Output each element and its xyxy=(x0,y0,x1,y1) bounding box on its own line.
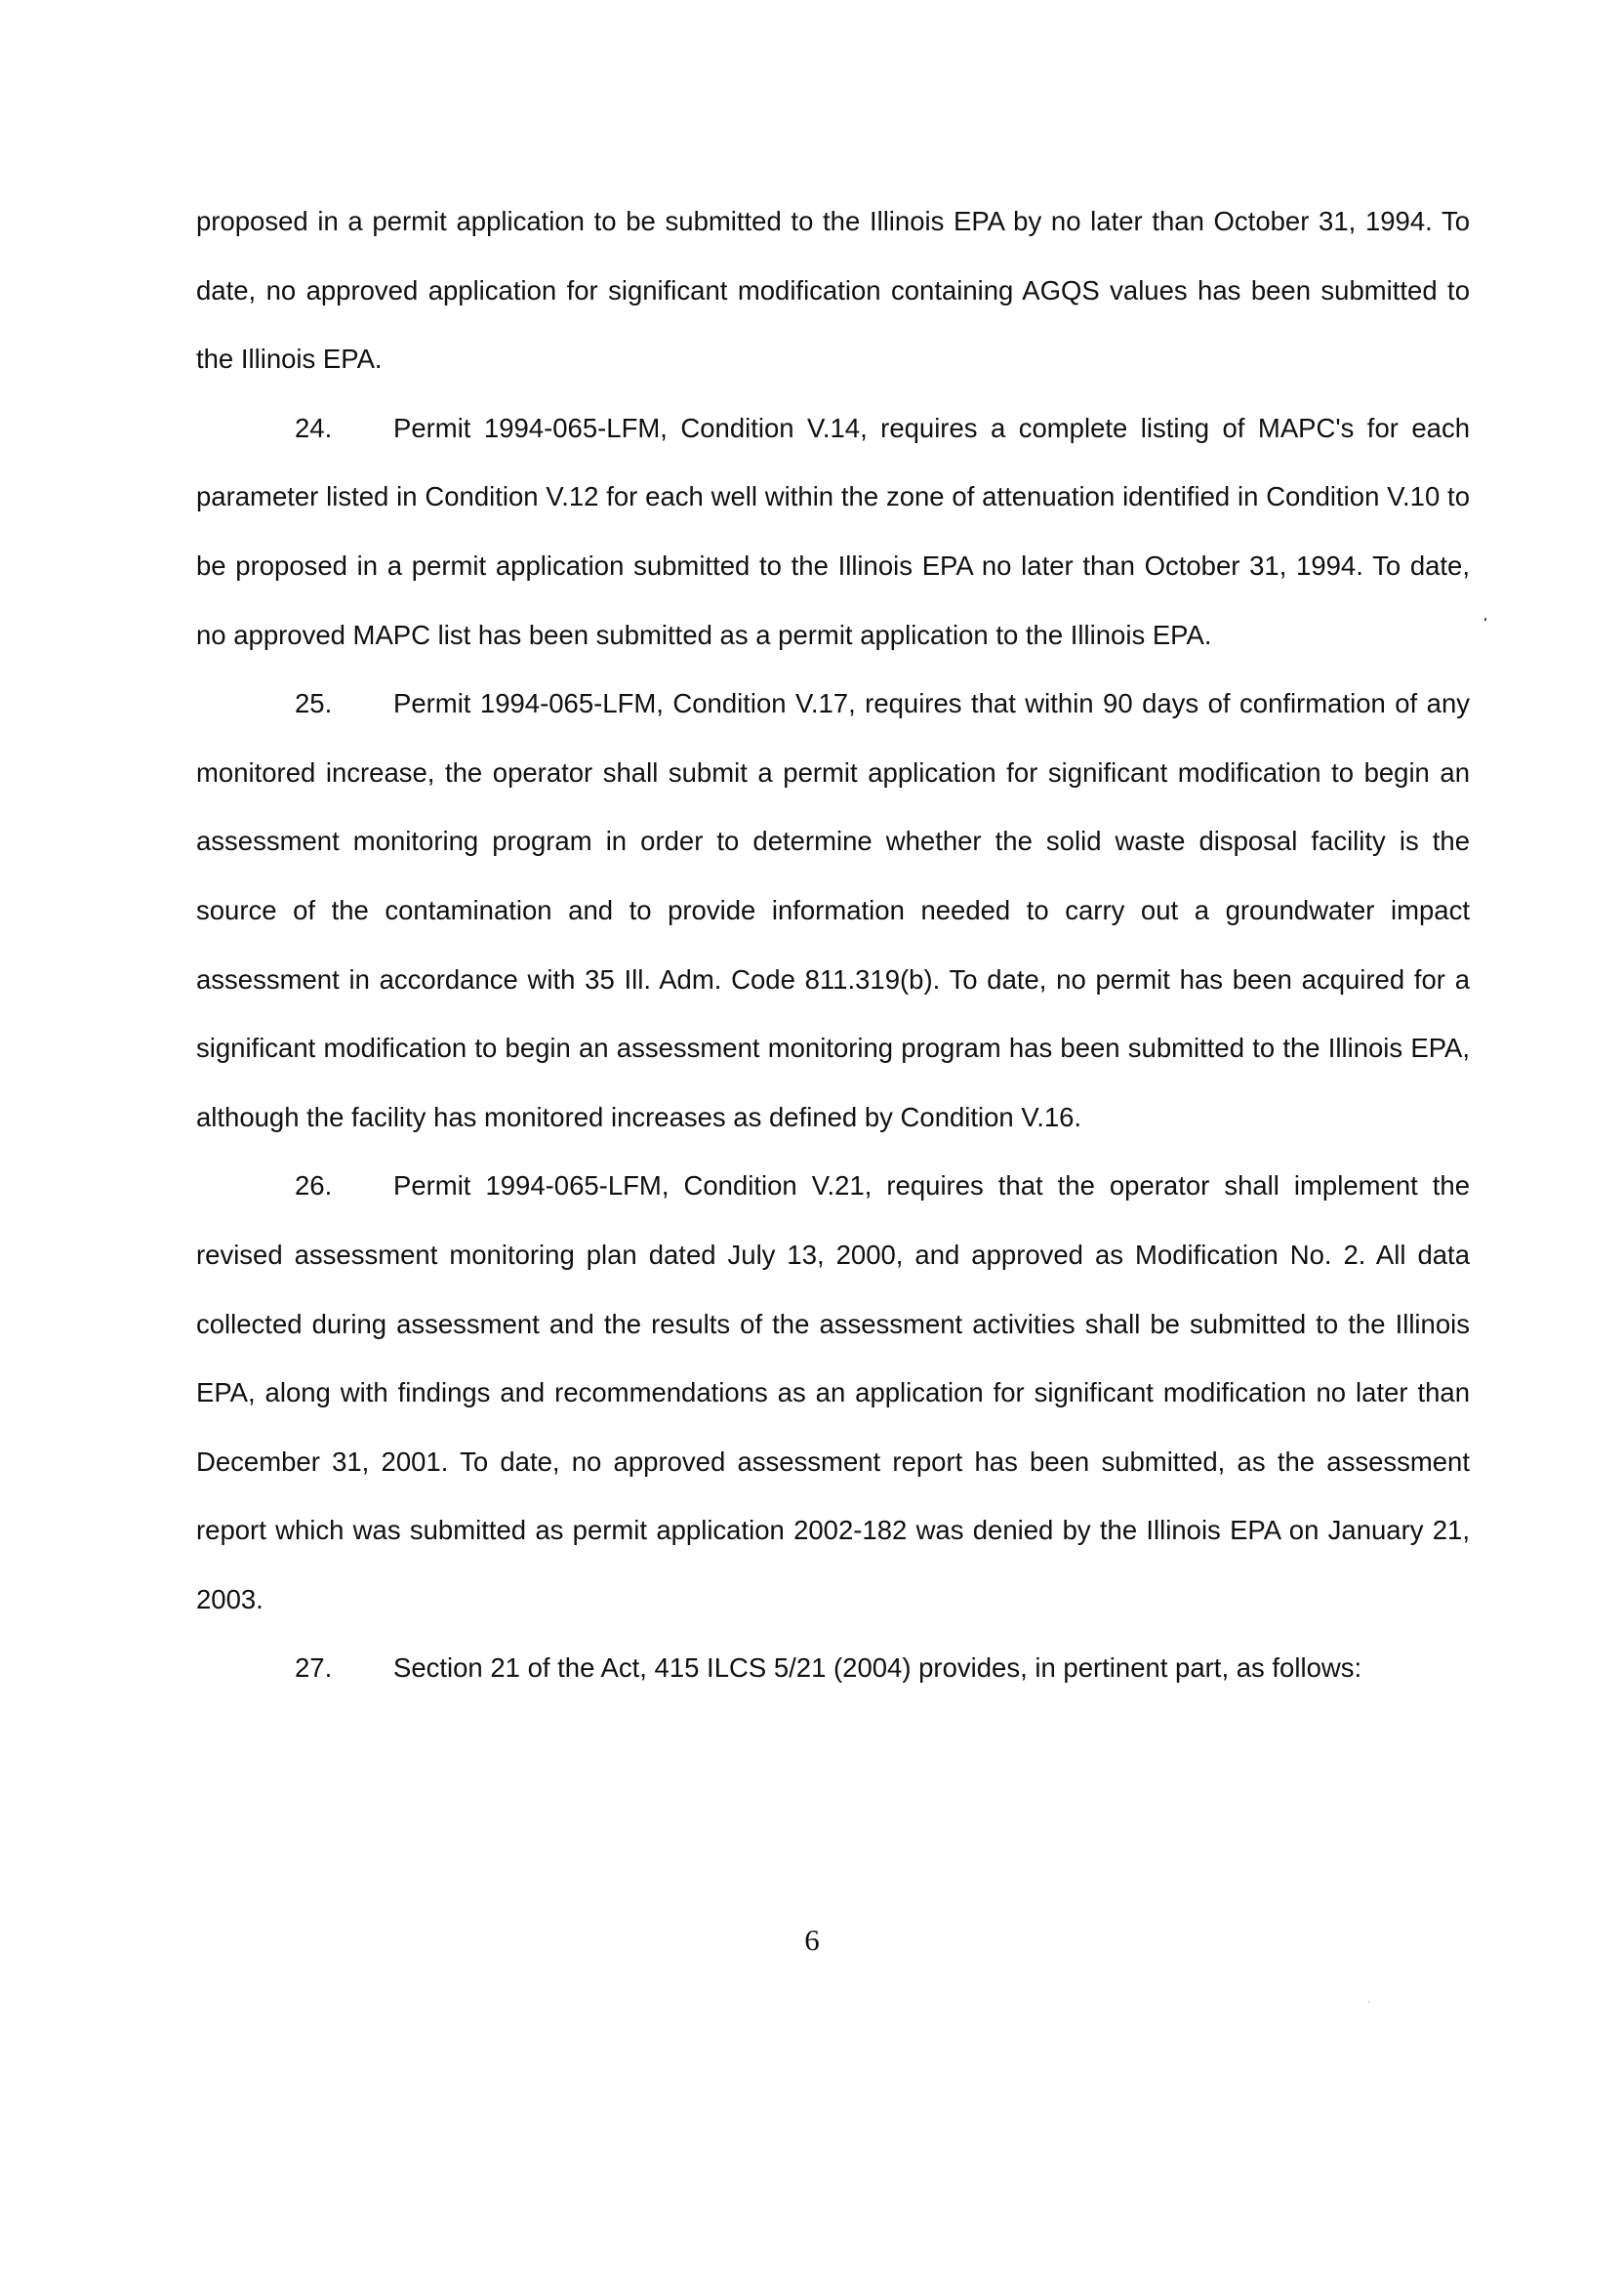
paragraph-number: 27. xyxy=(295,1652,333,1684)
document-body xyxy=(196,187,1470,1703)
paragraph-number: 24. xyxy=(295,412,333,443)
scan-speck xyxy=(1368,2001,1369,2003)
paragraph-24 xyxy=(196,394,1470,670)
paragraph-text: proposed in a permit application to be submitted to the Illinois EPA by no later than October 31, 1994. To date, no approved application for significant modification containing AGQS values has been submitted to the Illinois EPA. xyxy=(196,206,1470,375)
paragraph-25 xyxy=(196,670,1470,1152)
paragraph-number: 25. xyxy=(295,688,333,719)
paragraph-continuation xyxy=(196,187,1470,394)
paragraph-number: 26. xyxy=(295,1170,333,1202)
paragraph-text: Permit 1994-065-LFM, Condition V.17, requires that within 90 days of confirmation of any monitored increase, the operator shall submit a permit application for significant modification to begin an assessment monitoring program in order to determine whether the solid waste disposal facility is the source of the contamination and to provide information needed to carry out a groundwater impact assessment in accordance with 35 Ill. Adm. Code 811.319(b). To date, no permit has been acquired for a significant modification to begin an assessment monitoring program has been submitted to the Illinois EPA, although the facility has monitored increases as defined by Condition V.16. xyxy=(196,688,1470,1132)
paragraph-text: Permit 1994-065-LFM, Condition V.14, requires a complete listing of MAPC's for each parameter listed in Condition V.12 for each well within the zone of attenuation identified in Condition V.10 to be proposed in a permit application submitted to the Illinois EPA no later than October 31, 1994. To date, no approved MAPC list has been submitted as a permit application to the Illinois EPA. xyxy=(196,412,1470,650)
paragraph-26 xyxy=(196,1152,1470,1634)
page-number: 6 xyxy=(804,1923,820,1957)
scan-speck xyxy=(1484,618,1486,621)
paragraph-27 xyxy=(196,1634,1470,1703)
paragraph-text: Permit 1994-065-LFM, Condition V.21, requires that the operator shall implement the revised assessment monitoring plan dated July 13, 2000, and approved as Modification No. 2. All data collected during assessment and the results of the assessment activities shall be submitted to the Illinois EPA, along with findings and recommendations as an application for significant modification no later than December 31, 2001. To date, no approved assessment report has been submitted, as the assessment report which was submitted as permit application 2002-182 was denied by the Illinois EPA on January 21, 2003. xyxy=(196,1170,1470,1614)
paragraph-text: Section 21 of the Act, 415 ILCS 5/21 (2004) provides, in pertinent part, as follows: xyxy=(393,1652,1362,1684)
